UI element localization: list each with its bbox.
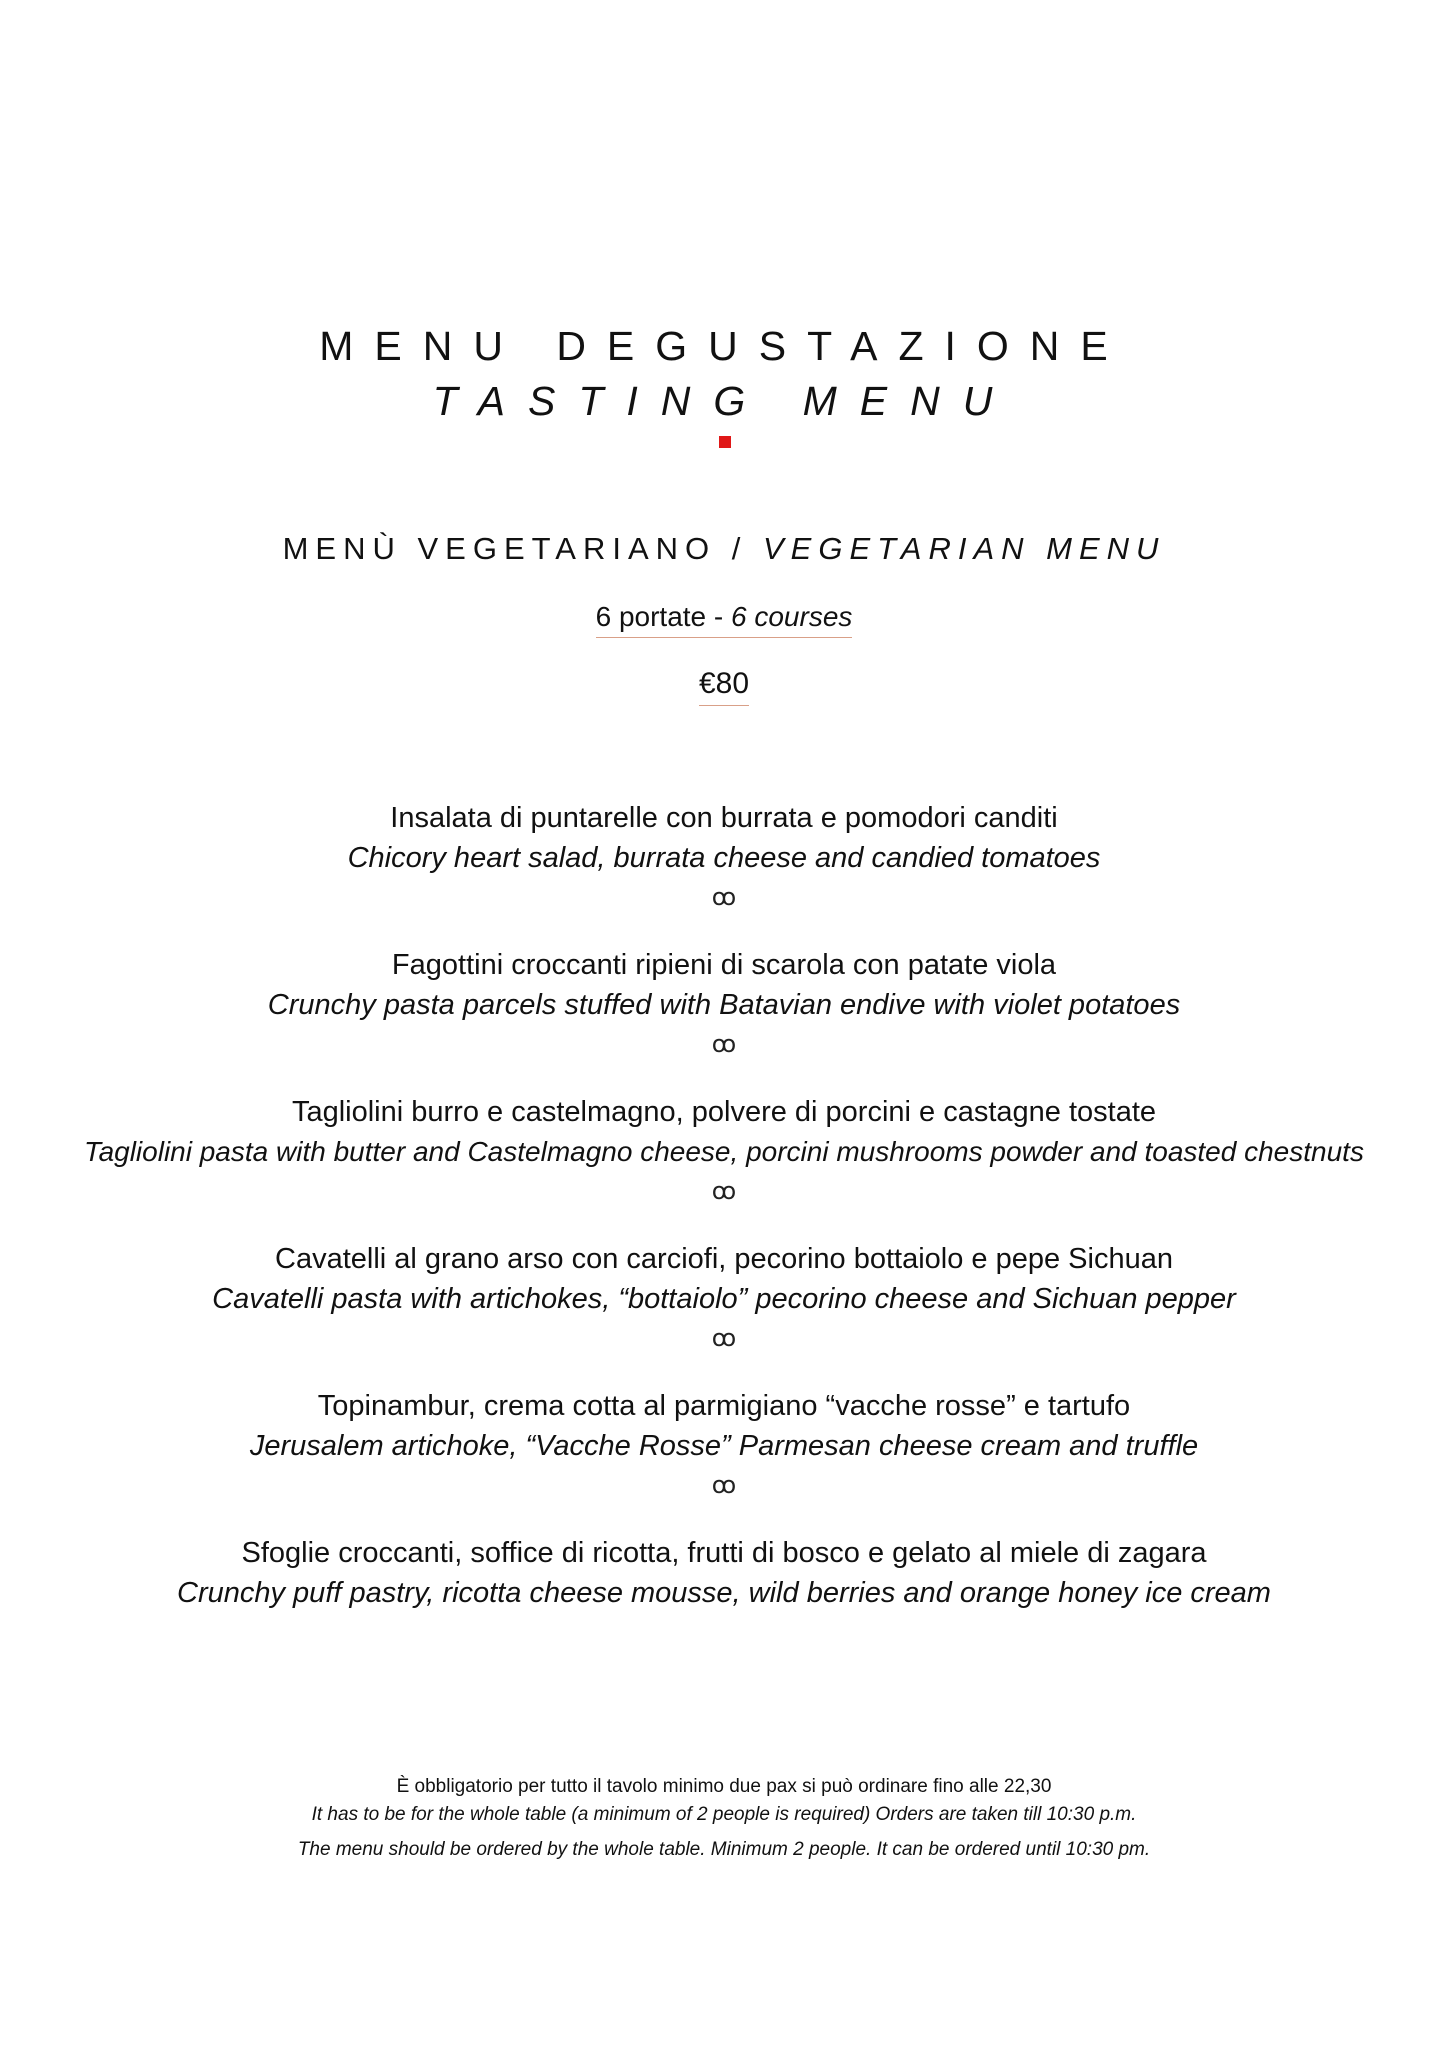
menu-title: MENU DEGUSTAZIONE: [319, 323, 1129, 369]
divider-ornament-icon: ꝏ: [711, 1178, 737, 1205]
dish-4-it: Cavatelli al grano arso con carciofi, pecorino bottaiolo e pepe Sichuan: [275, 1243, 1173, 1275]
menu-type-it: MENÙ VEGETARIANO: [282, 531, 717, 566]
footer-note-en-2: The menu should be ordered by the whole table. Minimum 2 people. It can be ordered until 10:30 pm.: [297, 1839, 1151, 1860]
dish-4-en: Cavatelli pasta with artichokes, “bottaiolo” pecorino cheese and Sichuan pepper: [212, 1283, 1236, 1315]
dish-2-en: Crunchy pasta parcels stuffed with Batavian endive with violet potatoes: [267, 989, 1181, 1021]
dish-3-en: Tagliolini pasta with butter and Castelmagno cheese, porcini mushrooms powder and toasted chestnuts: [84, 1136, 1364, 1167]
menu-price: [0, 665, 1448, 706]
dish-5-it: Topinambur, crema cotta al parmigiano “vacche rosse” e tartufo: [317, 1390, 1131, 1422]
dish-3-it: Tagliolini burro e castelmagno, polvere di porcini e castagne tostate: [291, 1096, 1157, 1128]
courses-count: [0, 599, 1448, 638]
divider-ornament-icon: ꝏ: [711, 1031, 737, 1058]
menu-subtitle: TASTING MENU: [432, 378, 1016, 424]
dish-6-it: Sfoglie croccanti, soffice di ricotta, frutti di bosco e gelato al miele di zagara: [241, 1537, 1207, 1569]
footer-note-en-1: It has to be for the whole table (a minimum of 2 people is required) Orders are taken till 10:30 p.m.: [311, 1804, 1137, 1825]
courses-en: 6 courses: [731, 601, 853, 632]
dish-5-en: Jerusalem artichoke, “Vacche Rosse” Parmesan cheese cream and truffle: [249, 1430, 1199, 1462]
dish-1-it: Insalata di puntarelle con burrata e pomodori canditi: [390, 802, 1058, 834]
menu-type-separator: /: [716, 531, 763, 566]
courses-it: 6 portate -: [595, 601, 731, 632]
price-value: €80: [699, 665, 749, 706]
dish-1-en: Chicory heart salad, burrata cheese and candied tomatoes: [347, 842, 1101, 874]
courses-underline: [596, 599, 853, 638]
dish-6-en: Crunchy puff pastry, ricotta cheese mousse, wild berries and orange honey ice cream: [177, 1577, 1271, 1609]
dish-2-it: Fagottini croccanti ripieni di scarola con patate viola: [391, 949, 1057, 981]
divider-ornament-icon: ꝏ: [711, 1472, 737, 1499]
menu-type-heading: [0, 530, 1448, 568]
footer-note-it: È obbligatorio per tutto il tavolo minimo due pax si può ordinare fino alle 22,30: [396, 1776, 1052, 1797]
divider-ornament-icon: ꝏ: [711, 884, 737, 911]
red-square-ornament: [719, 436, 731, 448]
divider-ornament-icon: ꝏ: [711, 1325, 737, 1352]
menu-type-en: VEGETARIAN MENU: [762, 531, 1166, 566]
